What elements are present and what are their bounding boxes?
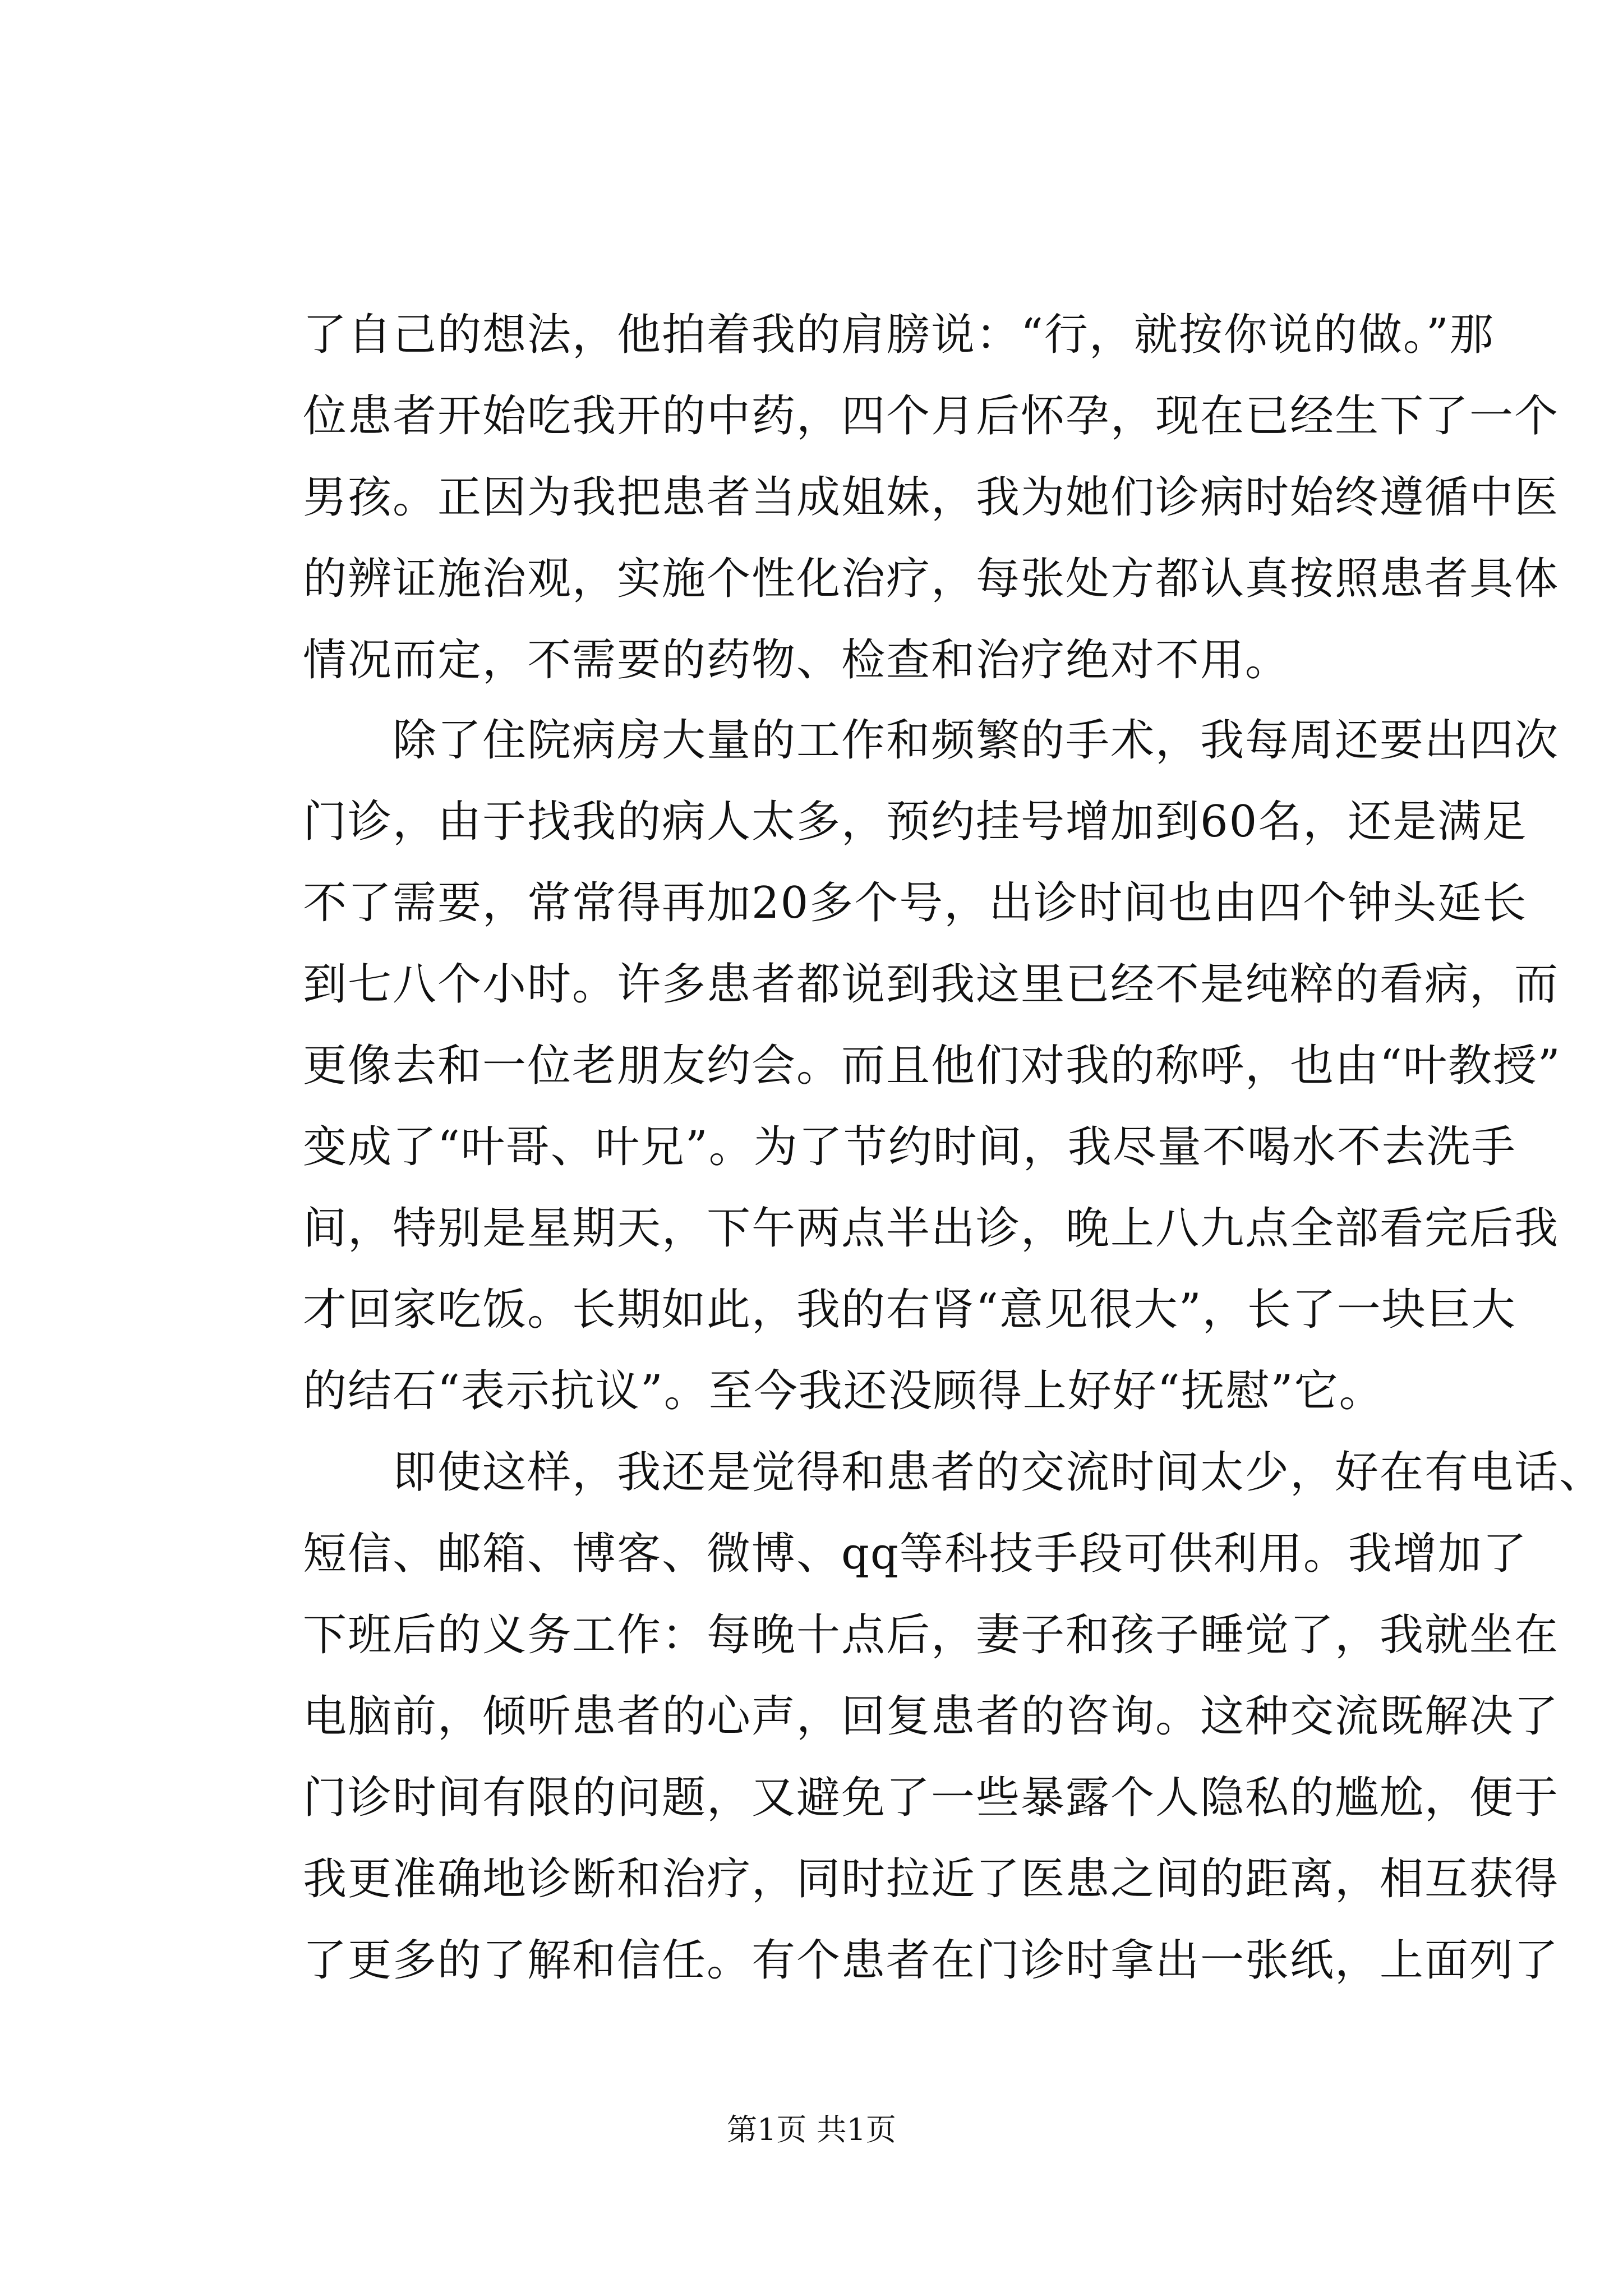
text-line: 的结石“表示抗议”。至今我还没顾得上好好“抚慰”它。 — [303, 1366, 1384, 1416]
text-line: 更像去和一位老朋友约会。而且他们对我的称呼，也由“叶教授” — [303, 1041, 1561, 1091]
text-line: 了更多的了解和信任。有个患者在门诊时拿出一张纸，上面列了 — [303, 1935, 1560, 1986]
text-line: 门诊时间有限的问题，又避免了一些暴露个人隐私的尴尬，便于 — [303, 1773, 1560, 1823]
text-line: 的辨证施治观，实施个性化治疗，每张处方都认真按照患者具体 — [303, 554, 1560, 604]
page-number-footer: 第1页 共1页 — [727, 2112, 896, 2147]
text-line: 位患者开始吃我开的中药，四个月后怀孕，现在已经生下了一个 — [303, 391, 1560, 441]
text-line: 除了住院病房大量的工作和频繁的手术，我每周还要出四次 — [303, 715, 1560, 766]
text-line: 即使这样，我还是觉得和患者的交流时间太少，好在有电话、 — [303, 1447, 1604, 1498]
text-line: 才回家吃饭。长期如此，我的右肾“意见很大”，长了一块巨大 — [303, 1285, 1516, 1335]
text-line: 到七八个小时。许多患者都说到我这里已经不是纯粹的看病，而 — [303, 959, 1560, 1010]
text-line: 不了需要，常常得再加20多个号，出诊时间也由四个钟头延长 — [303, 878, 1528, 928]
text-line: 间，特别是星期天，下午两点半出诊，晚上八九点全部看完后我 — [303, 1203, 1560, 1254]
text-line: 短信、邮箱、博客、微博、qq等科技手段可供利用。我增加了 — [303, 1529, 1528, 1579]
text-line: 电脑前，倾听患者的心声，回复患者的咨询。这种交流既解决了 — [303, 1691, 1560, 1742]
text-line: 情况而定，不需要的药物、检查和治疗绝对不用。 — [303, 635, 1290, 685]
text-line: 了自己的想法，他拍着我的肩膀说：“行，就按你说的做。”那 — [303, 310, 1495, 360]
text-line: 男孩。正因为我把患者当成姐妹，我为她们诊病时始终遵循中医 — [303, 472, 1560, 523]
text-line: 变成了“叶哥、叶兄”。为了节约时间，我尽量不喝水不去洗手 — [303, 1122, 1516, 1172]
text-line: 我更准确地诊断和治疗，同时拉近了医患之间的距离，相互获得 — [303, 1854, 1560, 1904]
text-line: 门诊，由于找我的病人太多，预约挂号增加到60名，还是满足 — [303, 797, 1528, 847]
text-line: 下班后的义务工作：每晚十点后，妻子和孩子睡觉了，我就坐在 — [303, 1610, 1560, 1660]
